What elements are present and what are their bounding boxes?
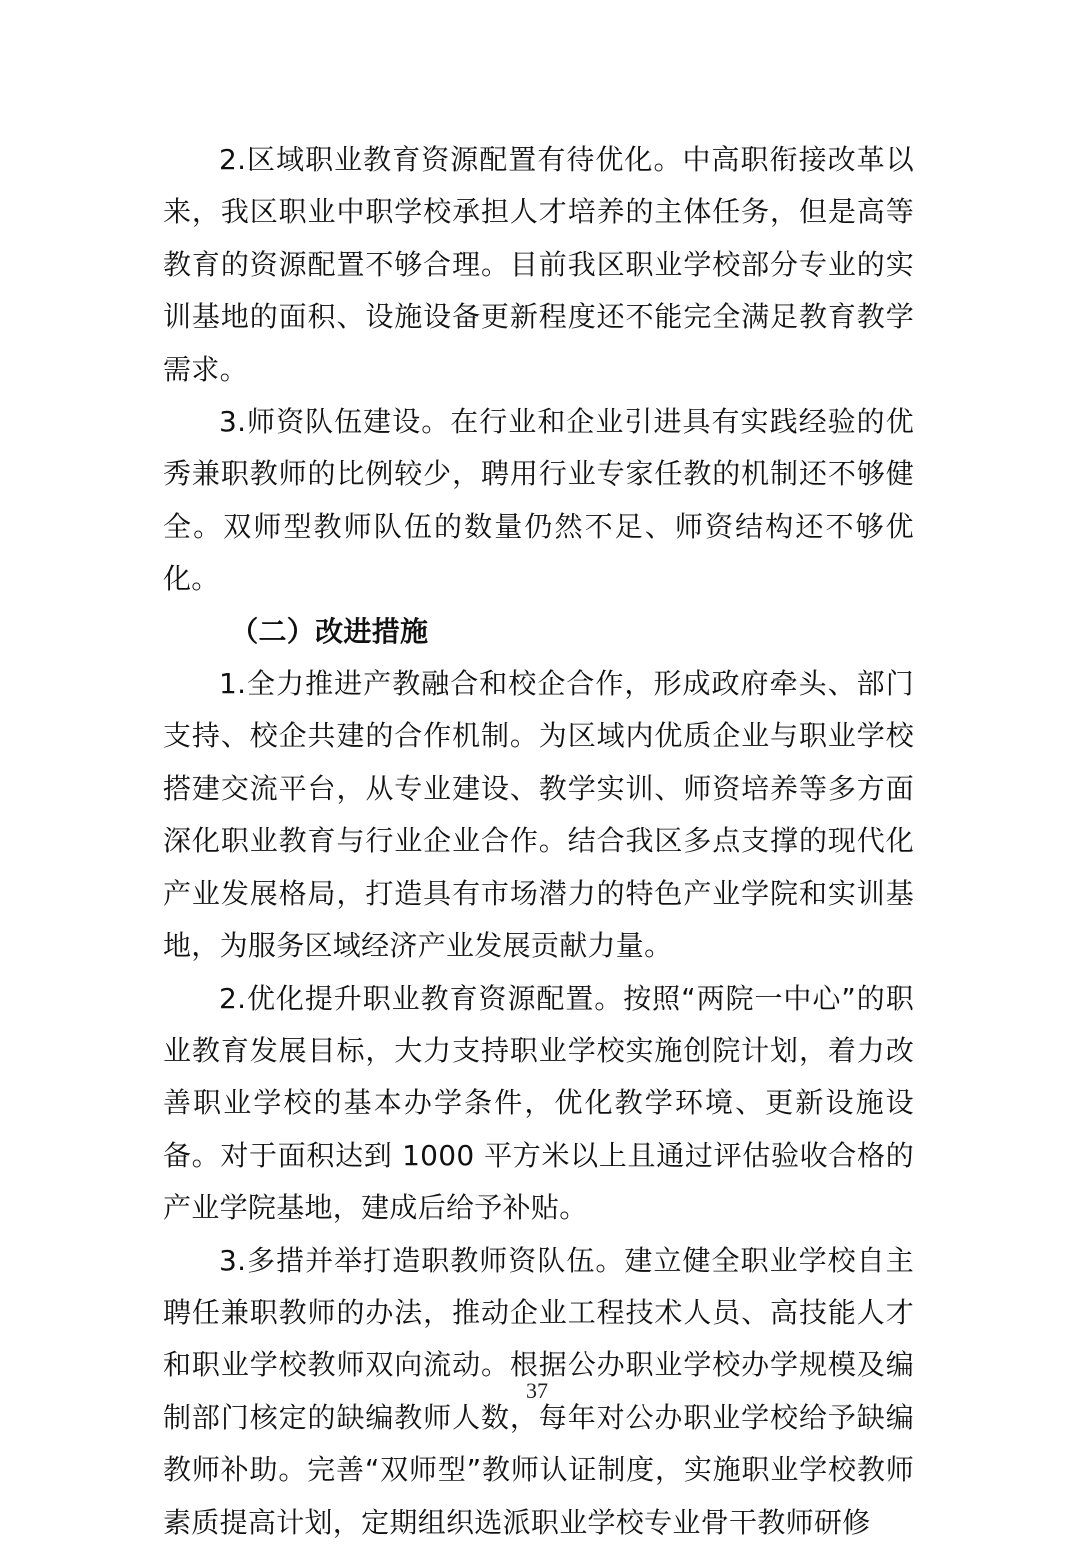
paragraph-resource-allocation: 2.区域职业教育资源配置有待优化。中高职衔接改革以来，我区职业中职学校承担人才培养的主体任务，但是高等教育的资源配置不够合理。目前我区职业学校部分专业的实训基地的面积、设施设备更新程度还不能完全满足教育教学需求。 — [163, 143, 914, 386]
section-heading: （二）改进措施 — [230, 614, 429, 648]
measure-item-2: 2.优化提升职业教育资源配置。按照“两院一中心”的职业教育发展目标，大力支持职业学校实施创院计划，着力改善职业学校的基本办学条件，优化教学环境、更新设施设备。对于面积达到 1000 平方米以上且通过评估验收合格的产业学院基地，建成后给予补贴。 — [163, 981, 914, 1225]
paragraph-teacher-team: 3.师资队伍建设。在行业和企业引进具有实践经验的优秀兼职教师的比例较少，聘用行业专家任教的机制还不够健全。双师型教师队伍的数量仍然不足、师资结构还不够优化。 — [163, 405, 914, 596]
measure-item-3: 3.多措并举打造职教师资队伍。建立健全职业学校自主聘任兼职教师的办法，推动企业工程技术人员、高技能人才和职业学校教师双向流动。根据公办职业学校办学规模及编制部门核定的缺编教师人数，每年对公办职业学校给予缺编教师补助。完善“双师型”教师认证制度，实施职业学校教师素质提高计划，定期组织选派职业学校专业骨干教师研修 — [163, 1243, 914, 1539]
page-number: 37 — [526, 1378, 548, 1403]
body-text — [163, 134, 914, 1549]
measure-item-1: 1.全力推进产教融合和校企合作，形成政府牵头、部门支持、校企共建的合作机制。为区域内优质企业与职业学校搭建交流平台，从专业建设、教学实训、师资培养等多方面深化职业教育与行业企业合作。结合我区多点支撑的现代化产业发展格局，打造具有市场潜力的特色产业学院和实训基地，为服务区域经济产业发展贡献力量。 — [163, 667, 914, 963]
